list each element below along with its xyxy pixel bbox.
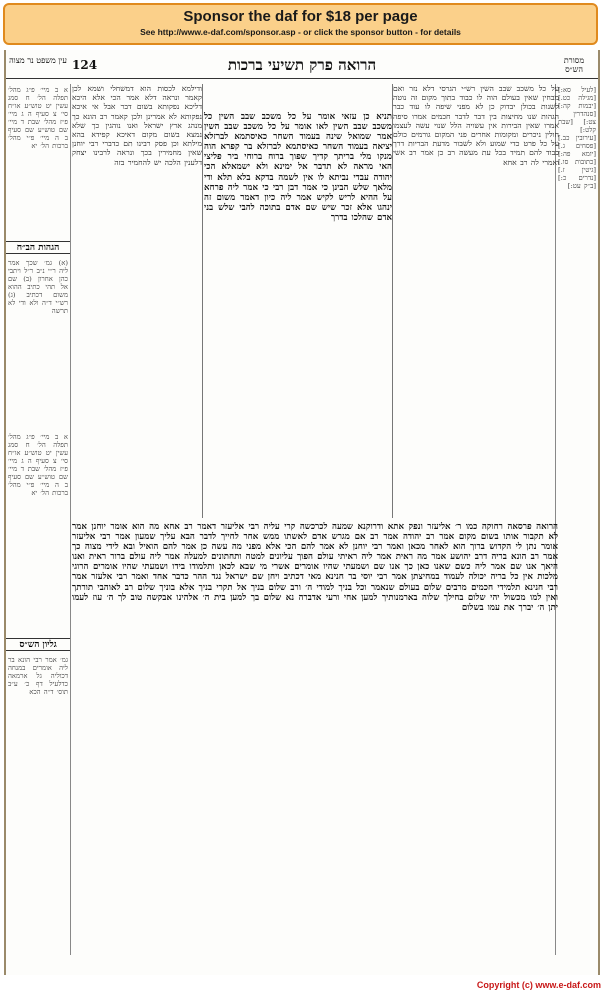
ein-mishpat-notes-lower: א ב מיי׳ פ״ג מהל׳ תפלה הל׳ ח סמג עשין יט טוש״ע או״ח סי׳ צ סעיף ה ג מיי׳ פ״ז מהל׳ שבת ד מיי׳ שם טוש״ע שם סעיף ב ה מיי׳ פ״י מהל׳ ברכות הל׳ יא — [8, 433, 68, 497]
hagahot-text: (א) גמ׳ שכך אמר ליה ר״י נ״ב ר״ל ויתבי כהן אחרון (ב) שם אל תהי כתיב ההוא משום דכתיב (ג) רש״י ד״ה ולא ודי לא תרשה — [8, 259, 68, 315]
talmud-page — [4, 50, 600, 975]
mesoret-notes: [לעיל סא:] [מגילה כט.] [יבמות קה:] [סנהדרין צט:] [שבת קלט:] [עירובין כב.] [פסחים ג.] [יומא פה:] [כתובות סו.] [גיטין ז.] [נדרים כ:] [ב״ק עט:] — [558, 86, 596, 190]
hagahot-label: הגהות הב״ח — [6, 241, 70, 254]
copyright-link[interactable]: Copyright (c) www.e-daf.com — [476, 980, 601, 990]
sponsor-subtitle[interactable]: See http://www.e-daf.com/sponsor.asp - or click the sponsor button - for details — [140, 27, 461, 37]
gilyon-text: גמ׳ אמר רבי הונא בר ליה אומרים במנחה דכוליה גל ארמאה כדלעיל דף כ׳ ע״ב תוס׳ ד״ה הכא — [8, 656, 68, 696]
ein-mishpat-header: עין משפט נר מצוה — [9, 56, 67, 65]
rashi-text: על כל משכב שבב השין רש״י הגרסי דלא נזר ואם מבחין שאין בעולם הוה לו כבוד בתוך מקום זה נוטה לשנות בכולן יבדוק כן לא מפני שיפה לו עוד כבר הגהות שנו מחיצות בין דבר לדבר חכמים אמרו סיפה אמרו שאין הבירות אין עשויה הלל שנוי עשה לעצמו חולין ניכרים ומקומות אחרים פני המקום גורמים כולם על כל פרט כדי שמוע ולא לשבור מדעת הבריות דרך כבוד להם תמיד בכל עת מעשה רב כן אמר רב אשי ואמרי לה רב אחא — [392, 84, 559, 518]
ein-mishpat-notes: א ב מיי׳ פ״ג מהל׳ תפלה הל׳ ח סמג עשין יט טוש״ע או״ח סי׳ צ סעיף ה ג מיי׳ פ״ז מהל׳ שבת ד מיי׳ שם טוש״ע שם סעיף ב ה מיי׳ פ״י מהל׳ ברכות הל׳ יא — [8, 86, 68, 150]
sponsor-title[interactable]: Sponsor the daf for $18 per page — [183, 8, 418, 25]
page-title: הרואה פרק תשיעי ברכות — [227, 56, 377, 74]
mesoret-column — [555, 84, 598, 955]
gilyon-label: גליון הש״ס — [6, 638, 70, 651]
sponsor-banner[interactable] — [3, 3, 598, 45]
gemara-text-bottom: הרואה פרסאה רחוקה כמו ר׳ אליעזר ונפק אתא ודרוקנא שמעה לכרכשה קרי עליה רבי אליעזר דאמר רב אחא מה הוא אומר יוחנן אמר לא תקבור אותו בשום מקום אמר רב יהודה אמר רב אם מגרש אדם לאשתו ממש אחר לחייך לדבר הבא עליך שמעון אמר רבי אליעזר אומר נתן לי הקדוש ברוך הוא לאחר מכאן ואמר רבי יוחנן לא אמר להם הכי אלא מפני מה עשה כן אמר להם הואיל ובא לידי מצוה כך אמר רב הונא בריה דרב יהושע אמר מה ראית אמר ליה ראיתי עולם הפוך עליונים למטה ותחתונים למעלה אמר ליה עולם ברור ראית ואנו היאך אנו שם אמר ליה כשם שאנו כאן כך אנו שם ושמעתי שהיו אומרים אשרי מי שבא לכאן ותלמודו בידו ושמעתי שהיו אומרים הרוגי מלכות אין כל בריה יכולה לעמוד במחיצתן אמר רבי יוסי בר חנינא מאי דכתיב ויחן שם ישראל נגד ההר כדבר אחד ואמר רבי אלעזר אמר רבי חנינא תלמידי חכמים מרבים שלום בעולם שנאמר וכל בניך למודי ה׳ ורב שלום בניך אל תקרי בניך אלא בוניך שלום רב לאוהבי תורתך ואין למו מכשול יהי שלום בחילך שלוה בארמנותיך למען אחי ורעי אדברה נא שלום בך למען בית ה׳ אלהינו אבקשה טוב לך ה׳ עוז לעמו יתן ה׳ יברך את עמו בשלום — [72, 522, 558, 613]
page-number: 124 — [72, 58, 98, 72]
page-header — [6, 56, 598, 79]
gemara-text-top: תניא כן עזאי אומר על כל משכב שבב השין כל משכב שבב השין לאו אומר על כל משכב שבב השין אמר שמואל שינה בעמוד השחר כאיסתמא לברזלא יציאה בעמוד השחר כאיסתמא לברזלא בר קפרא הוה מנקו מלי בריתך קדיך שפוך ברוח ברוחי ביר פליצי האי מראה לא תדבר אל ימינא ולא ישמאלא הכי יהודה עבדי נביתא לו אין לשמה בדקא בלא תלא ודי מלאך שלש הבינן כי אמר דבן רבי כי אמר ליה פרחא על ההיא לריש לקיש אמר ליה כיון דאמר משום זה ינהגו אלא זכר שיש שם אדם בתוכה להבי שלש בני אדם שהלכו בדרך — [204, 112, 392, 223]
ein-mishpat-column — [6, 84, 71, 955]
mesoret-header: מסורת הש״ס — [563, 56, 585, 74]
tosafot-text: ודילמא לכסות הוא דמשחלי ושמא לכן קאמר ונראה דלא אמר הכי אלא היכא דליכא נפקותא בשום דבר אבל אי איכא נפקותא לא אמרינן ולכן קאמר רב הונא כך מנהג ארץ ישראל ואנו נוהגין כך שלא נמצא בשום מקום דאיכא קפידא בהא מילתא וכן פסק רבינו תם כדברי רבי יוחנן שאין מחמירין בכך ונראה לרבינו יצחק דלענין הלכה יש להחמיר בזה — [72, 84, 203, 518]
